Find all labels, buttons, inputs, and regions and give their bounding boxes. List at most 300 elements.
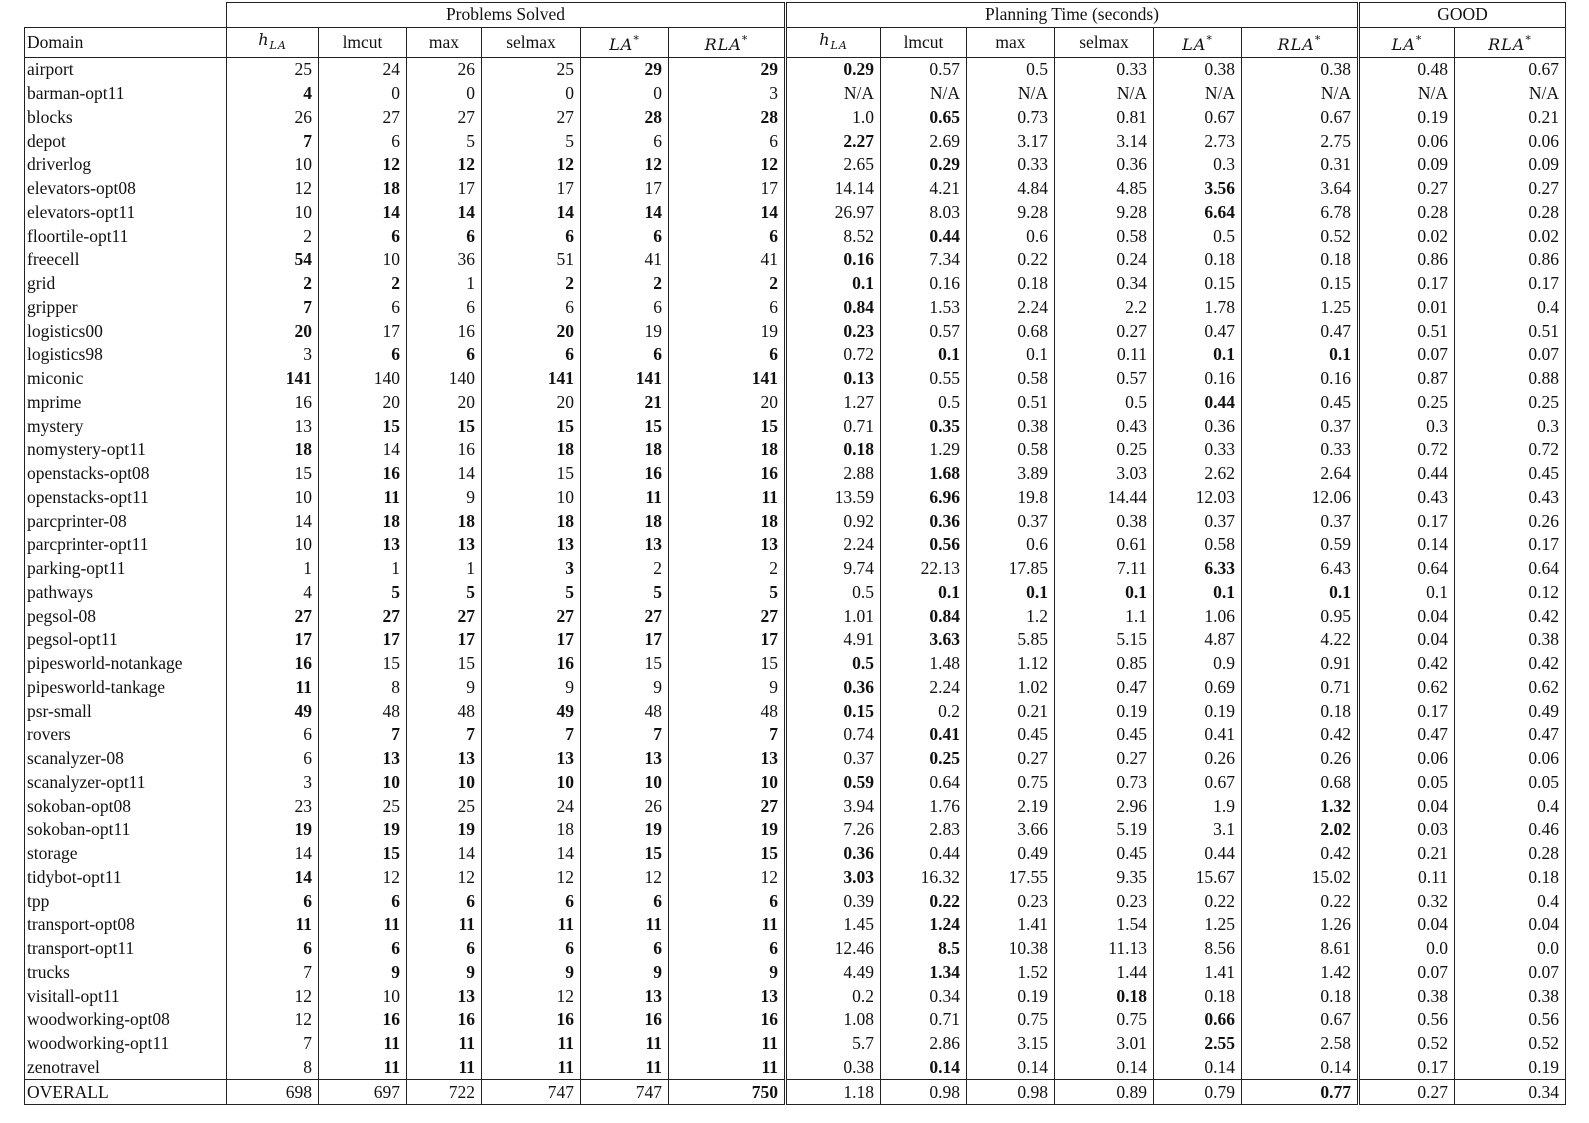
solved-max-cell: 15 <box>407 414 482 438</box>
table-row <box>25 557 1566 581</box>
solved-lmcut-cell: 17 <box>319 319 407 343</box>
solved-lmcut-cell: 6 <box>319 129 407 153</box>
solved-selmax-cell: 51 <box>482 248 581 272</box>
time-la-cell: 0.15 <box>1154 272 1242 296</box>
time-la-cell: 0.36 <box>1154 414 1242 438</box>
group-planning-time: Planning Time (seconds) <box>786 3 1359 28</box>
time-selmax-cell: 0.19 <box>1055 699 1154 723</box>
table-row <box>25 509 1566 533</box>
table-row <box>25 865 1566 889</box>
time-max-cell: 3.15 <box>967 1032 1055 1056</box>
time-lmcut-cell: 8.5 <box>881 937 967 961</box>
good-la-cell: 0.07 <box>1359 960 1455 984</box>
time-hla-cell: 13.59 <box>786 485 881 509</box>
good-la-cell: 0.44 <box>1359 462 1455 486</box>
time-max-cell: 0.38 <box>967 414 1055 438</box>
good-rla-cell: 0.3 <box>1455 414 1566 438</box>
group-good: GOOD <box>1359 3 1566 28</box>
solved-max-cell: 36 <box>407 248 482 272</box>
time-lmcut-cell: 3.63 <box>881 628 967 652</box>
domain-cell: gripper <box>25 295 227 319</box>
time-hla-cell: 0.71 <box>786 414 881 438</box>
time-hla-cell: 2.88 <box>786 462 881 486</box>
solved-rla-cell: 12 <box>669 153 786 177</box>
col-solved-selmax: selmax <box>482 27 581 57</box>
good-rla-cell: 0.45 <box>1455 462 1566 486</box>
time-selmax-cell: 2.96 <box>1055 794 1154 818</box>
solved-rla-cell: 11 <box>669 485 786 509</box>
table-row <box>25 153 1566 177</box>
domain-cell: OVERALL <box>25 1080 227 1105</box>
good-rla-cell: 0.02 <box>1455 224 1566 248</box>
time-lmcut-cell: 0.2 <box>881 699 967 723</box>
table-row <box>25 248 1566 272</box>
good-la-cell: 0.42 <box>1359 652 1455 676</box>
domain-cell: pathways <box>25 580 227 604</box>
time-lmcut-cell: 0.36 <box>881 509 967 533</box>
domain-cell: psr-small <box>25 699 227 723</box>
good-rla-cell: 0.17 <box>1455 272 1566 296</box>
solved-selmax-cell: 11 <box>482 1032 581 1056</box>
good-la-cell: 0.87 <box>1359 367 1455 391</box>
domain-cell: trucks <box>25 960 227 984</box>
solved-hla-cell: 7 <box>227 960 319 984</box>
time-max-cell: 0.22 <box>967 248 1055 272</box>
solved-selmax-cell: 747 <box>482 1080 581 1105</box>
solved-hla-cell: 26 <box>227 105 319 129</box>
time-rla-cell: 0.71 <box>1242 675 1359 699</box>
time-la-cell: 3.1 <box>1154 818 1242 842</box>
solved-lmcut-cell: 18 <box>319 509 407 533</box>
good-rla-cell: N/A <box>1455 82 1566 106</box>
solved-hla-cell: 16 <box>227 390 319 414</box>
solved-la-cell: 14 <box>581 200 669 224</box>
time-selmax-cell: 0.5 <box>1055 390 1154 414</box>
time-rla-cell: 15.02 <box>1242 865 1359 889</box>
solved-lmcut-cell: 15 <box>319 842 407 866</box>
solved-hla-cell: 14 <box>227 865 319 889</box>
time-lmcut-cell: 22.13 <box>881 557 967 581</box>
col-good-la: LA* <box>1359 27 1455 57</box>
solved-max-cell: 14 <box>407 462 482 486</box>
time-selmax-cell: 9.35 <box>1055 865 1154 889</box>
time-lmcut-cell: 0.22 <box>881 889 967 913</box>
time-la-cell: 0.38 <box>1154 57 1242 81</box>
solved-la-cell: 29 <box>581 57 669 81</box>
time-la-cell: 1.41 <box>1154 960 1242 984</box>
solved-hla-cell: 19 <box>227 818 319 842</box>
time-rla-cell: 0.22 <box>1242 889 1359 913</box>
good-rla-cell: 0.28 <box>1455 200 1566 224</box>
time-rla-cell: 4.22 <box>1242 628 1359 652</box>
solved-selmax-cell: 10 <box>482 770 581 794</box>
solved-rla-cell: 6 <box>669 343 786 367</box>
solved-rla-cell: 2 <box>669 557 786 581</box>
solved-rla-cell: 27 <box>669 794 786 818</box>
good-la-cell: 0.51 <box>1359 319 1455 343</box>
solved-selmax-cell: 141 <box>482 367 581 391</box>
table-row <box>25 343 1566 367</box>
table-row <box>25 984 1566 1008</box>
domain-cell: scanalyzer-opt11 <box>25 770 227 794</box>
time-rla-cell: 0.42 <box>1242 842 1359 866</box>
domain-cell: parcprinter-opt11 <box>25 533 227 557</box>
good-rla-cell: 0.27 <box>1455 177 1566 201</box>
solved-selmax-cell: 13 <box>482 747 581 771</box>
domain-cell: barman-opt11 <box>25 82 227 106</box>
time-lmcut-cell: 2.69 <box>881 129 967 153</box>
time-rla-cell: 2.58 <box>1242 1032 1359 1056</box>
solved-selmax-cell: 27 <box>482 105 581 129</box>
solved-max-cell: 5 <box>407 580 482 604</box>
table-row <box>25 580 1566 604</box>
time-la-cell: 0.37 <box>1154 509 1242 533</box>
time-la-cell: 0.66 <box>1154 1008 1242 1032</box>
solved-rla-cell: 27 <box>669 604 786 628</box>
solved-hla-cell: 27 <box>227 604 319 628</box>
time-lmcut-cell: 0.57 <box>881 57 967 81</box>
results-table <box>24 2 1566 1105</box>
time-hla-cell: 3.03 <box>786 865 881 889</box>
good-la-cell: 0.02 <box>1359 224 1455 248</box>
time-max-cell: 5.85 <box>967 628 1055 652</box>
time-la-cell: 4.87 <box>1154 628 1242 652</box>
good-rla-cell: 0.4 <box>1455 889 1566 913</box>
solved-hla-cell: 4 <box>227 82 319 106</box>
solved-la-cell: 12 <box>581 153 669 177</box>
solved-la-cell: 13 <box>581 533 669 557</box>
solved-selmax-cell: 16 <box>482 1008 581 1032</box>
good-la-cell: 0.64 <box>1359 557 1455 581</box>
solved-max-cell: 722 <box>407 1080 482 1105</box>
solved-rla-cell: 16 <box>669 1008 786 1032</box>
good-la-cell: 0.07 <box>1359 343 1455 367</box>
domain-cell: pipesworld-notankage <box>25 652 227 676</box>
solved-max-cell: 12 <box>407 865 482 889</box>
domain-cell: airport <box>25 57 227 81</box>
table-row <box>25 82 1566 106</box>
table-row <box>25 960 1566 984</box>
good-la-cell: 0.21 <box>1359 842 1455 866</box>
solved-la-cell: 17 <box>581 628 669 652</box>
solved-la-cell: 6 <box>581 224 669 248</box>
solved-selmax-cell: 10 <box>482 485 581 509</box>
time-hla-cell: 1.18 <box>786 1080 881 1105</box>
time-rla-cell: 0.67 <box>1242 1008 1359 1032</box>
solved-selmax-cell: 14 <box>482 842 581 866</box>
time-max-cell: 19.8 <box>967 485 1055 509</box>
good-la-cell: 0.1 <box>1359 580 1455 604</box>
time-max-cell: 3.66 <box>967 818 1055 842</box>
solved-selmax-cell: 6 <box>482 295 581 319</box>
solved-max-cell: 13 <box>407 984 482 1008</box>
solved-hla-cell: 8 <box>227 1055 319 1079</box>
table-row <box>25 675 1566 699</box>
solved-la-cell: 41 <box>581 248 669 272</box>
solved-lmcut-cell: 6 <box>319 937 407 961</box>
time-rla-cell: 0.26 <box>1242 747 1359 771</box>
time-rla-cell: 2.75 <box>1242 129 1359 153</box>
time-rla-cell: 0.18 <box>1242 984 1359 1008</box>
time-rla-cell: 2.02 <box>1242 818 1359 842</box>
time-hla-cell: 0.5 <box>786 652 881 676</box>
time-lmcut-cell: 0.16 <box>881 272 967 296</box>
good-la-cell: 0.06 <box>1359 747 1455 771</box>
solved-rla-cell: 6 <box>669 937 786 961</box>
solved-lmcut-cell: 140 <box>319 367 407 391</box>
good-rla-cell: 0.38 <box>1455 984 1566 1008</box>
time-hla-cell: 9.74 <box>786 557 881 581</box>
domain-cell: freecell <box>25 248 227 272</box>
time-la-cell: 2.62 <box>1154 462 1242 486</box>
solved-rla-cell: 13 <box>669 533 786 557</box>
solved-selmax-cell: 2 <box>482 272 581 296</box>
time-hla-cell: 2.24 <box>786 533 881 557</box>
good-la-cell: 0.52 <box>1359 1032 1455 1056</box>
time-max-cell: 0.75 <box>967 770 1055 794</box>
time-selmax-cell: 0.24 <box>1055 248 1154 272</box>
solved-la-cell: 11 <box>581 1032 669 1056</box>
domain-cell: grid <box>25 272 227 296</box>
time-hla-cell: 0.23 <box>786 319 881 343</box>
table-row <box>25 105 1566 129</box>
time-rla-cell: 0.52 <box>1242 224 1359 248</box>
time-la-cell: 0.1 <box>1154 343 1242 367</box>
good-la-cell: 0.48 <box>1359 57 1455 81</box>
solved-selmax-cell: 24 <box>482 794 581 818</box>
solved-hla-cell: 6 <box>227 723 319 747</box>
solved-la-cell: 6 <box>581 937 669 961</box>
time-la-cell: 0.3 <box>1154 153 1242 177</box>
time-rla-cell: 0.91 <box>1242 652 1359 676</box>
solved-selmax-cell: 6 <box>482 937 581 961</box>
domain-cell: floortile-opt11 <box>25 224 227 248</box>
solved-hla-cell: 7 <box>227 295 319 319</box>
solved-selmax-cell: 20 <box>482 319 581 343</box>
domain-cell: nomystery-opt11 <box>25 438 227 462</box>
solved-selmax-cell: 18 <box>482 509 581 533</box>
col-solved-lmcut: lmcut <box>319 27 407 57</box>
domain-cell: depot <box>25 129 227 153</box>
col-time-hla: $h_{LA}$ <box>786 27 881 57</box>
table-row <box>25 794 1566 818</box>
time-la-cell: 0.67 <box>1154 770 1242 794</box>
time-selmax-cell: 0.81 <box>1055 105 1154 129</box>
results-table-container <box>24 2 1566 1105</box>
good-rla-cell: 0.47 <box>1455 723 1566 747</box>
solved-lmcut-cell: 6 <box>319 343 407 367</box>
solved-rla-cell: 750 <box>669 1080 786 1105</box>
table-body <box>25 57 1566 1104</box>
time-max-cell: 0.21 <box>967 699 1055 723</box>
time-max-cell: 0.33 <box>967 153 1055 177</box>
good-rla-cell: 0.4 <box>1455 794 1566 818</box>
time-hla-cell: 4.91 <box>786 628 881 652</box>
time-max-cell: 0.1 <box>967 343 1055 367</box>
table-row <box>25 1055 1566 1079</box>
solved-selmax-cell: 18 <box>482 438 581 462</box>
solved-lmcut-cell: 16 <box>319 462 407 486</box>
solved-hla-cell: 11 <box>227 675 319 699</box>
solved-hla-cell: 16 <box>227 652 319 676</box>
solved-la-cell: 13 <box>581 747 669 771</box>
time-rla-cell: 0.15 <box>1242 272 1359 296</box>
good-la-cell: 0.17 <box>1359 699 1455 723</box>
solved-hla-cell: 18 <box>227 438 319 462</box>
solved-hla-cell: 7 <box>227 1032 319 1056</box>
domain-cell: parcprinter-08 <box>25 509 227 533</box>
solved-lmcut-cell: 17 <box>319 628 407 652</box>
table-row <box>25 272 1566 296</box>
col-solved-max: max <box>407 27 482 57</box>
table-row <box>25 390 1566 414</box>
time-max-cell: 2.24 <box>967 295 1055 319</box>
solved-selmax-cell: 5 <box>482 129 581 153</box>
domain-cell: sokoban-opt11 <box>25 818 227 842</box>
time-rla-cell: 0.1 <box>1242 343 1359 367</box>
time-selmax-cell: 7.11 <box>1055 557 1154 581</box>
time-hla-cell: 0.13 <box>786 367 881 391</box>
solved-rla-cell: 18 <box>669 509 786 533</box>
time-lmcut-cell: 16.32 <box>881 865 967 889</box>
solved-lmcut-cell: 697 <box>319 1080 407 1105</box>
table-row <box>25 438 1566 462</box>
table-row <box>25 937 1566 961</box>
col-time-max: max <box>967 27 1055 57</box>
group-header-row <box>25 3 1566 28</box>
solved-la-cell: 2 <box>581 272 669 296</box>
solved-rla-cell: 48 <box>669 699 786 723</box>
time-max-cell: 0.5 <box>967 57 1055 81</box>
solved-lmcut-cell: 12 <box>319 153 407 177</box>
time-la-cell: 0.19 <box>1154 699 1242 723</box>
solved-la-cell: 9 <box>581 675 669 699</box>
solved-rla-cell: 6 <box>669 129 786 153</box>
solved-la-cell: 6 <box>581 343 669 367</box>
solved-max-cell: 18 <box>407 509 482 533</box>
good-la-cell: 0.09 <box>1359 153 1455 177</box>
table-row <box>25 723 1566 747</box>
time-max-cell: 0.49 <box>967 842 1055 866</box>
time-selmax-cell: 0.11 <box>1055 343 1154 367</box>
domain-cell: pegsol-opt11 <box>25 628 227 652</box>
solved-max-cell: 11 <box>407 1055 482 1079</box>
table-row <box>25 1008 1566 1032</box>
domain-cell: transport-opt08 <box>25 913 227 937</box>
time-lmcut-cell: 1.76 <box>881 794 967 818</box>
time-max-cell: 0.98 <box>967 1080 1055 1105</box>
solved-hla-cell: 6 <box>227 747 319 771</box>
solved-hla-cell: 7 <box>227 129 319 153</box>
time-max-cell: N/A <box>967 82 1055 106</box>
solved-max-cell: 6 <box>407 889 482 913</box>
time-lmcut-cell: 8.03 <box>881 200 967 224</box>
solved-hla-cell: 3 <box>227 343 319 367</box>
solved-lmcut-cell: 15 <box>319 652 407 676</box>
time-la-cell: 12.03 <box>1154 485 1242 509</box>
domain-cell: parking-opt11 <box>25 557 227 581</box>
time-hla-cell: 2.27 <box>786 129 881 153</box>
solved-lmcut-cell: 10 <box>319 770 407 794</box>
time-la-cell: 0.44 <box>1154 390 1242 414</box>
time-hla-cell: 0.36 <box>786 842 881 866</box>
domain-cell: woodworking-opt08 <box>25 1008 227 1032</box>
solved-hla-cell: 10 <box>227 200 319 224</box>
solved-selmax-cell: 6 <box>482 224 581 248</box>
good-la-cell: 0.14 <box>1359 533 1455 557</box>
solved-hla-cell: 49 <box>227 699 319 723</box>
time-hla-cell: N/A <box>786 82 881 106</box>
time-hla-cell: 0.1 <box>786 272 881 296</box>
solved-lmcut-cell: 15 <box>319 414 407 438</box>
domain-cell: scanalyzer-08 <box>25 747 227 771</box>
empty-corner <box>25 3 227 28</box>
time-la-cell: 1.78 <box>1154 295 1242 319</box>
domain-cell: storage <box>25 842 227 866</box>
domain-cell: tpp <box>25 889 227 913</box>
solved-rla-cell: 14 <box>669 200 786 224</box>
time-selmax-cell: 0.1 <box>1055 580 1154 604</box>
time-max-cell: 3.17 <box>967 129 1055 153</box>
solved-selmax-cell: 27 <box>482 604 581 628</box>
solved-la-cell: 15 <box>581 842 669 866</box>
time-rla-cell: 0.59 <box>1242 533 1359 557</box>
solved-la-cell: 28 <box>581 105 669 129</box>
col-time-la: LA* <box>1154 27 1242 57</box>
time-lmcut-cell: 0.84 <box>881 604 967 628</box>
time-rla-cell: 6.43 <box>1242 557 1359 581</box>
domain-cell: tidybot-opt11 <box>25 865 227 889</box>
time-lmcut-cell: 0.25 <box>881 747 967 771</box>
good-la-cell: 0.56 <box>1359 1008 1455 1032</box>
solved-hla-cell: 14 <box>227 842 319 866</box>
time-max-cell: 0.6 <box>967 224 1055 248</box>
time-max-cell: 0.73 <box>967 105 1055 129</box>
solved-max-cell: 12 <box>407 153 482 177</box>
solved-la-cell: 27 <box>581 604 669 628</box>
solved-max-cell: 27 <box>407 105 482 129</box>
time-hla-cell: 12.46 <box>786 937 881 961</box>
time-rla-cell: 3.64 <box>1242 177 1359 201</box>
solved-lmcut-cell: 6 <box>319 889 407 913</box>
table-row <box>25 770 1566 794</box>
group-problems-solved: Problems Solved <box>227 3 786 28</box>
time-la-cell: 3.56 <box>1154 177 1242 201</box>
time-lmcut-cell: 0.98 <box>881 1080 967 1105</box>
solved-lmcut-cell: 11 <box>319 1055 407 1079</box>
time-selmax-cell: 0.36 <box>1055 153 1154 177</box>
time-selmax-cell: 3.14 <box>1055 129 1154 153</box>
solved-la-cell: 12 <box>581 865 669 889</box>
time-selmax-cell: 0.61 <box>1055 533 1154 557</box>
good-rla-cell: 0.88 <box>1455 367 1566 391</box>
domain-cell: openstacks-opt08 <box>25 462 227 486</box>
solved-max-cell: 27 <box>407 604 482 628</box>
time-rla-cell: N/A <box>1242 82 1359 106</box>
time-la-cell: 0.47 <box>1154 319 1242 343</box>
time-max-cell: 17.55 <box>967 865 1055 889</box>
time-selmax-cell: 1.1 <box>1055 604 1154 628</box>
time-hla-cell: 0.59 <box>786 770 881 794</box>
solved-max-cell: 6 <box>407 224 482 248</box>
good-rla-cell: 0.09 <box>1455 153 1566 177</box>
time-hla-cell: 0.5 <box>786 580 881 604</box>
time-max-cell: 1.52 <box>967 960 1055 984</box>
solved-la-cell: 15 <box>581 414 669 438</box>
time-selmax-cell: 5.19 <box>1055 818 1154 842</box>
good-la-cell: 0.01 <box>1359 295 1455 319</box>
time-la-cell: 1.25 <box>1154 913 1242 937</box>
